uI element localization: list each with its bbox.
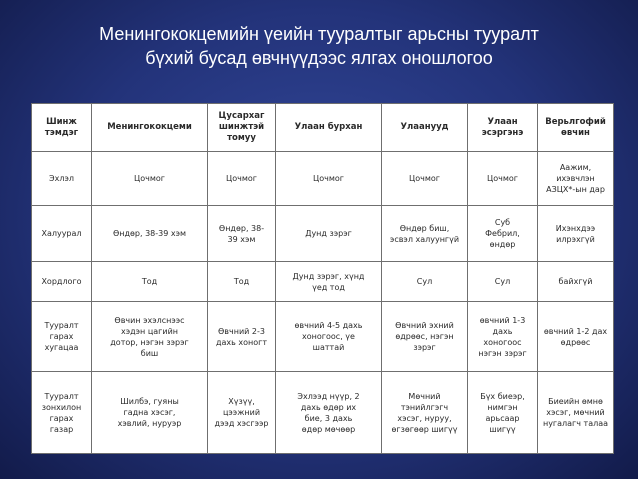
header-cell: Улаан эсэргэнэ — [468, 104, 538, 152]
table-cell: Бүх биеэр, нимгэн арьсаар шигүү — [468, 372, 538, 454]
table-cell: Дунд зэрэг — [276, 206, 382, 262]
header-cell: Шинж тэмдэг — [32, 104, 92, 152]
table-cell: Мөчний тэнийлгэгч хэсэг, нуруу, өгзөгөөр шигүү — [382, 372, 468, 454]
table-cell: өвчний 1-3 дахь хоногоос нэгэн зэрэг — [468, 302, 538, 372]
table-cell: Аажим, ихэвчлэн АЗЦХ*-ын дар — [538, 152, 614, 206]
comparison-table-image — [31, 103, 613, 453]
table-cell: Сул — [382, 262, 468, 302]
slide-title-line-2: бүхий бусад өвчнүүдээс ялгах оношлогоо — [145, 48, 493, 68]
table-cell: Өндөр биш, эсвэл халуунгүй — [382, 206, 468, 262]
table-cell: өвчний 4-5 дахь хоногоос, үе шаттай — [276, 302, 382, 372]
table-cell: Цочмог — [382, 152, 468, 206]
row-label: Хордлого — [32, 262, 92, 302]
table-cell: Эхлээд нүүр, 2 дахь өдөр их бие, 3 дахь өдөр мөчөөр — [276, 372, 382, 454]
table-cell: Өвчин эхэлснээс хэдэн цагийн дотор, нэгэн зэрэг биш — [92, 302, 208, 372]
table-cell: Биеийн өмнө хэсэг, мөчний нугалагч талаа — [538, 372, 614, 454]
table-cell: Өвчний эхний өдрөөс, нэгэн зэрэг — [382, 302, 468, 372]
table-cell: өвчний 1-2 дах өдрөөс — [538, 302, 614, 372]
table-cell: Шилбэ, гуяны гадна хэсэг, хэвлий, нуруэр — [92, 372, 208, 454]
table-cell: Өндөр, 38-39 хэм — [92, 206, 208, 262]
row-label: Тууралт зонхилон гарах газар — [32, 372, 92, 454]
table-cell: Цочмог — [468, 152, 538, 206]
table-cell: Хүзүү, цээжний дээд хэсгээр — [208, 372, 276, 454]
table-cell: Цочмог — [276, 152, 382, 206]
slide-title — [0, 22, 638, 70]
header-cell: Цусархаг шинжтэй томуу — [208, 104, 276, 152]
table-cell: Дунд зэрэг, хүнд үед тод — [276, 262, 382, 302]
table-cell: Тод — [92, 262, 208, 302]
table-cell: Өндөр, 38- 39 хэм — [208, 206, 276, 262]
table-header-row — [32, 104, 614, 152]
table-row — [32, 302, 614, 372]
table-cell: Цочмог — [208, 152, 276, 206]
table-cell: Сул — [468, 262, 538, 302]
table-row — [32, 372, 614, 454]
header-cell: Улаанууд — [382, 104, 468, 152]
table-row — [32, 152, 614, 206]
row-label: Халуурал — [32, 206, 92, 262]
table-cell: Суб Фебрил, өндөр — [468, 206, 538, 262]
row-label: Эхлэл — [32, 152, 92, 206]
row-label: Тууралт гарах хугацаа — [32, 302, 92, 372]
header-cell: Улаан бурхан — [276, 104, 382, 152]
slide-title-line-1: Менингококцемийн үеийн тууралтыг арьсны тууралт — [99, 24, 539, 44]
table-row — [32, 206, 614, 262]
header-cell: Верьлгофий өвчин — [538, 104, 614, 152]
table-cell: байхгүй — [538, 262, 614, 302]
table-row — [32, 262, 614, 302]
table-cell: Ихэнхдээ илрэхгүй — [538, 206, 614, 262]
table-cell: Өвчний 2-3 дахь хоногт — [208, 302, 276, 372]
comparison-table — [31, 103, 614, 454]
table-cell: Цочмог — [92, 152, 208, 206]
table-cell: Тод — [208, 262, 276, 302]
header-cell: Менингококцеми — [92, 104, 208, 152]
